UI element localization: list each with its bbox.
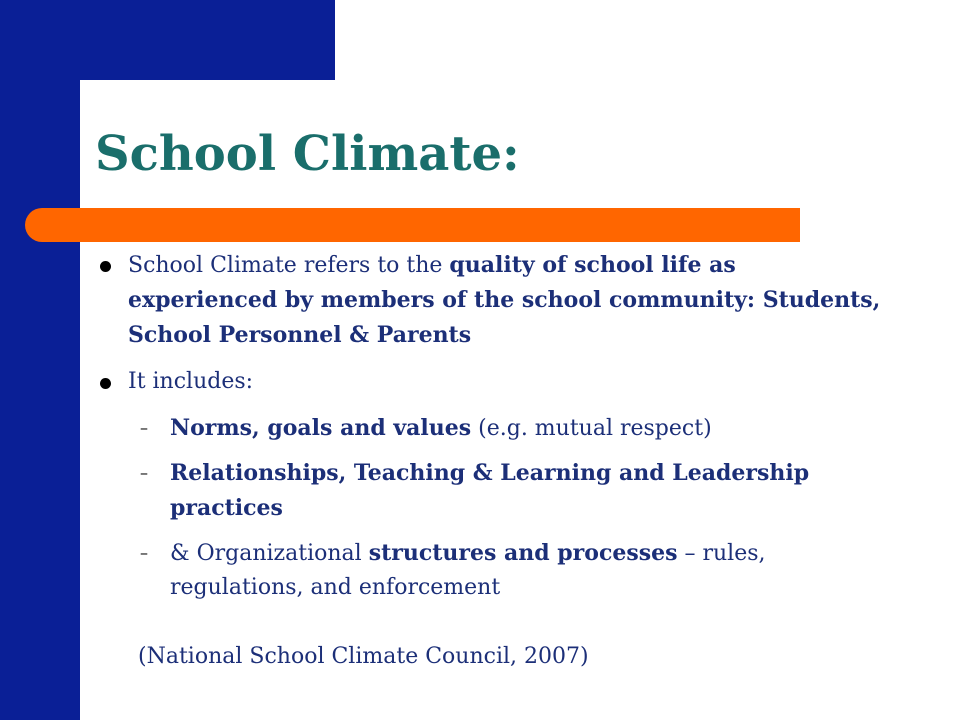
- bullet-definition-bold: quality of school life as experienced by members of the school community: Students, School Personnel & Parents: [128, 252, 881, 348]
- bullet-dot-icon: [100, 261, 111, 272]
- sub-bullet-norms-text: (e.g. mutual respect): [471, 416, 712, 441]
- blue-top-band: [0, 0, 335, 80]
- sub-bullet-structures-bold: structures and processes: [368, 540, 678, 566]
- citation: (National School Climate Council, 2007): [138, 644, 589, 669]
- sub-bullet-structures-after: – rules, regulations, and enforcement: [170, 541, 766, 600]
- bullet-definition: [100, 248, 890, 353]
- sub-bullet-norms-bold: Norms, goals and values: [170, 415, 472, 441]
- sub-bullet-structures: [100, 536, 890, 605]
- dash-bullet-icon: –: [140, 463, 148, 482]
- bullet-definition-text: School Climate refers to the: [128, 253, 450, 278]
- dash-bullet-icon: –: [140, 418, 148, 437]
- bullet-includes-text: It includes:: [128, 369, 254, 394]
- blue-sidebar-band: [0, 0, 80, 720]
- slide-title: School Climate:: [95, 126, 520, 182]
- sub-bullet-norms: [100, 411, 890, 446]
- bullet-includes: [100, 365, 890, 399]
- bullet-dot-icon: [100, 378, 111, 389]
- sub-bullet-relationships: [100, 456, 890, 526]
- slide-body: [100, 248, 890, 615]
- orange-title-underline: [25, 208, 800, 242]
- dash-bullet-icon: –: [140, 543, 148, 562]
- sub-bullet-structures-before: & Organizational: [170, 541, 369, 566]
- sub-bullet-relationships-bold: Relationships, Teaching & Learning and Leadership practices: [170, 460, 810, 521]
